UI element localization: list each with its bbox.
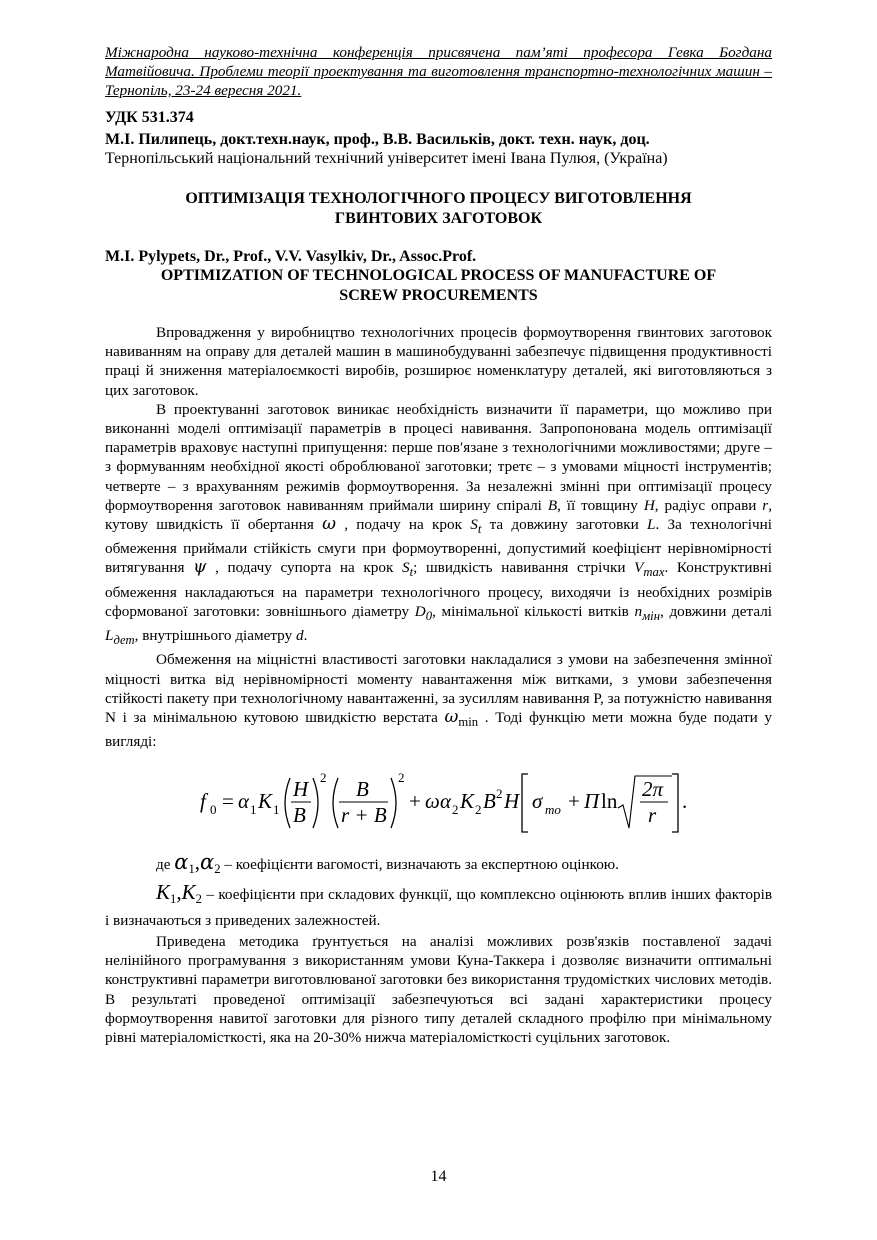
objective-function-formula	[196, 768, 716, 838]
svg-text:+: +	[568, 789, 580, 813]
svg-text:σ: σ	[532, 789, 543, 813]
title-en-line2: SCREW PROCUREMENTS	[339, 287, 538, 304]
coefficients-k: $K_1,K_2$ – коефіцієнти при складових функції, що комплексно оцінюють вплив інших факторів і визначаються з приведених залежностей.	[105, 880, 772, 930]
body-text-1	[105, 323, 772, 751]
svg-text:2: 2	[452, 802, 459, 817]
title-ua-line2: ГВИНТОВИХ ЗАГОТОВОК	[334, 210, 543, 227]
udk-code: УДК 531.374	[105, 109, 194, 126]
title-en-line1: OPTIMIZATION OF TECHNOLOGICAL PROCESS OF MANUFACTURE OF	[160, 267, 717, 284]
svg-text:1: 1	[273, 802, 280, 817]
svg-text:.: .	[682, 789, 688, 813]
svg-text:2: 2	[475, 802, 482, 817]
conference-header: Міжнародна науково-технічна конференція присвячена пам’яті професора Гевка Богдана Матвійовича. Проблеми теорії проектування та виготовлення транспортно-технологічних машин – Тернопіль, 23-24 вересня 2021.	[105, 44, 772, 99]
body-text-3	[105, 932, 772, 1047]
svg-text:r + B: r + B	[341, 803, 387, 827]
svg-text:H: H	[293, 777, 309, 801]
svg-text:0: 0	[210, 802, 217, 817]
svg-text:1: 1	[250, 802, 257, 817]
svg-text:2π: 2π	[642, 777, 664, 801]
authors-ua: М.І. Пилипець, докт.техн.наук, проф., В.В. Васильків, докт. техн. наук, доц.	[105, 131, 650, 148]
paragraph-variables: В проектуванні заготовок виникає необхідність визначити її параметри, що можливо при виконанні моделі оптимізації параметрів в процесі навивання. Запропонована модель оптимізації параметрів враховує наступні припущення: перше пов′язане з технологічними можливостями; друге – з формуванням необхідної якості оброблюваної заготовки; третє – з умовами міцності інструментів; четверте – з врахуванням режимів формоутворення. За незалежні змінні при оптимізації процесу формоутворення заготовок навиванням приймали ширину спіралі B, її товщину H, радіус оправи r, кутову швидкість її обертання ω , подачу на крок $S_t$ та довжину заготовки L. За технологічні обмеження приймали стійкість смуги при формоутворенні, допустимий коефіцієнт нерівномірності витягування ψ , подачу супорта на крок $S_t$; швидкість навивання стрічки $V_{max}$. Конструктивні обмеження накладаються на параметри технологічного процесу, виходячи із необхідних розмірів сформованої заготовки: зовнішнього діаметру $D_0$, мінімальної кількості витків $n_{мін}$, довжини деталі $L_{дет}$, внутрішнього діаметру d.	[105, 400, 772, 648]
svg-text:2: 2	[320, 770, 327, 785]
svg-text:K: K	[258, 789, 273, 813]
svg-text:ω: ω	[425, 789, 440, 813]
svg-text:B: B	[483, 789, 496, 813]
svg-text:Π: Π	[584, 789, 600, 813]
title-en	[105, 266, 772, 306]
svg-text:K: K	[460, 789, 475, 813]
body-text-2	[105, 850, 772, 932]
affiliation: Тернопільський національний технічний університет імені Івана Пулюя, (Україна)	[105, 150, 668, 167]
svg-text:+: +	[409, 789, 421, 813]
svg-text:B: B	[293, 803, 306, 827]
authors-en: M.I. Pylypets, Dr., Prof., V.V. Vasylkiv, Dr., Assoc.Prof.	[105, 248, 477, 265]
svg-text:B: B	[356, 777, 369, 801]
svg-text:α: α	[440, 789, 452, 813]
paragraph-conclusion: Приведена методика ґрунтується на аналізі можливих розв'язків поставленої задачі нелінійного програмування з використанням умови Куна-Таккера і дозволяє визначити оптимальні конструктивні параметри виготовлюваної заготовки без використання трудомістких числових методів. В результаті проведеної оптимізації забезпечуються всі задані характеристики процесу формоутворення навитої заготовки для різного типу деталей складного профілю при мінімальному рівні матеріаломісткості, яка на 20-30% нижча матеріаломісткості суцільних заготовок.	[105, 933, 772, 1047]
svg-text:то: то	[545, 802, 561, 817]
paragraph-constraints: Обмеження на міцністні властивості заготовки накладалися з умови на забезпечення змінної міцності витка від нерівномірності моменту навантаження між витками, з умови забезпечення стійкості пакету при технологічному навантаженні, за зусиллям навивання Р, за потужністю навивання N і за мінімальною кутовою швидкістю верстата $\omega_{min}$ . Тоді функцію мети можна буде подати у вигляді:	[105, 651, 772, 751]
svg-text:α: α	[238, 789, 250, 813]
svg-text:=: =	[222, 789, 234, 813]
svg-text:ln: ln	[601, 789, 618, 813]
svg-text:r: r	[648, 803, 657, 827]
title-ua	[105, 189, 772, 229]
page-number: 14	[430, 1168, 447, 1185]
svg-text:H: H	[504, 789, 520, 813]
svg-text:2: 2	[496, 786, 503, 801]
paragraph-intro: Впровадження у виробництво технологічних процесів формоутворення гвинтових заготовок навиванням на оправу для деталей машин в машинобудуванні забезпечує підвищення продуктивності праці й зниження матеріалоємкості виробів, розширює номенклатуру деталей, які виготовляються з цих заготовок.	[105, 324, 772, 399]
title-ua-line1: ОПТИМІЗАЦІЯ ТЕХНОЛОГІЧНОГО ПРОЦЕСУ ВИГОТОВЛЕННЯ	[185, 190, 692, 207]
coefficients-alpha: де $\alpha_1,\alpha_2$ – коефіцієнти вагомості, визначають за експертною оцінкою.	[156, 850, 619, 877]
svg-text:f: f	[200, 789, 206, 813]
svg-text:2: 2	[398, 770, 405, 785]
